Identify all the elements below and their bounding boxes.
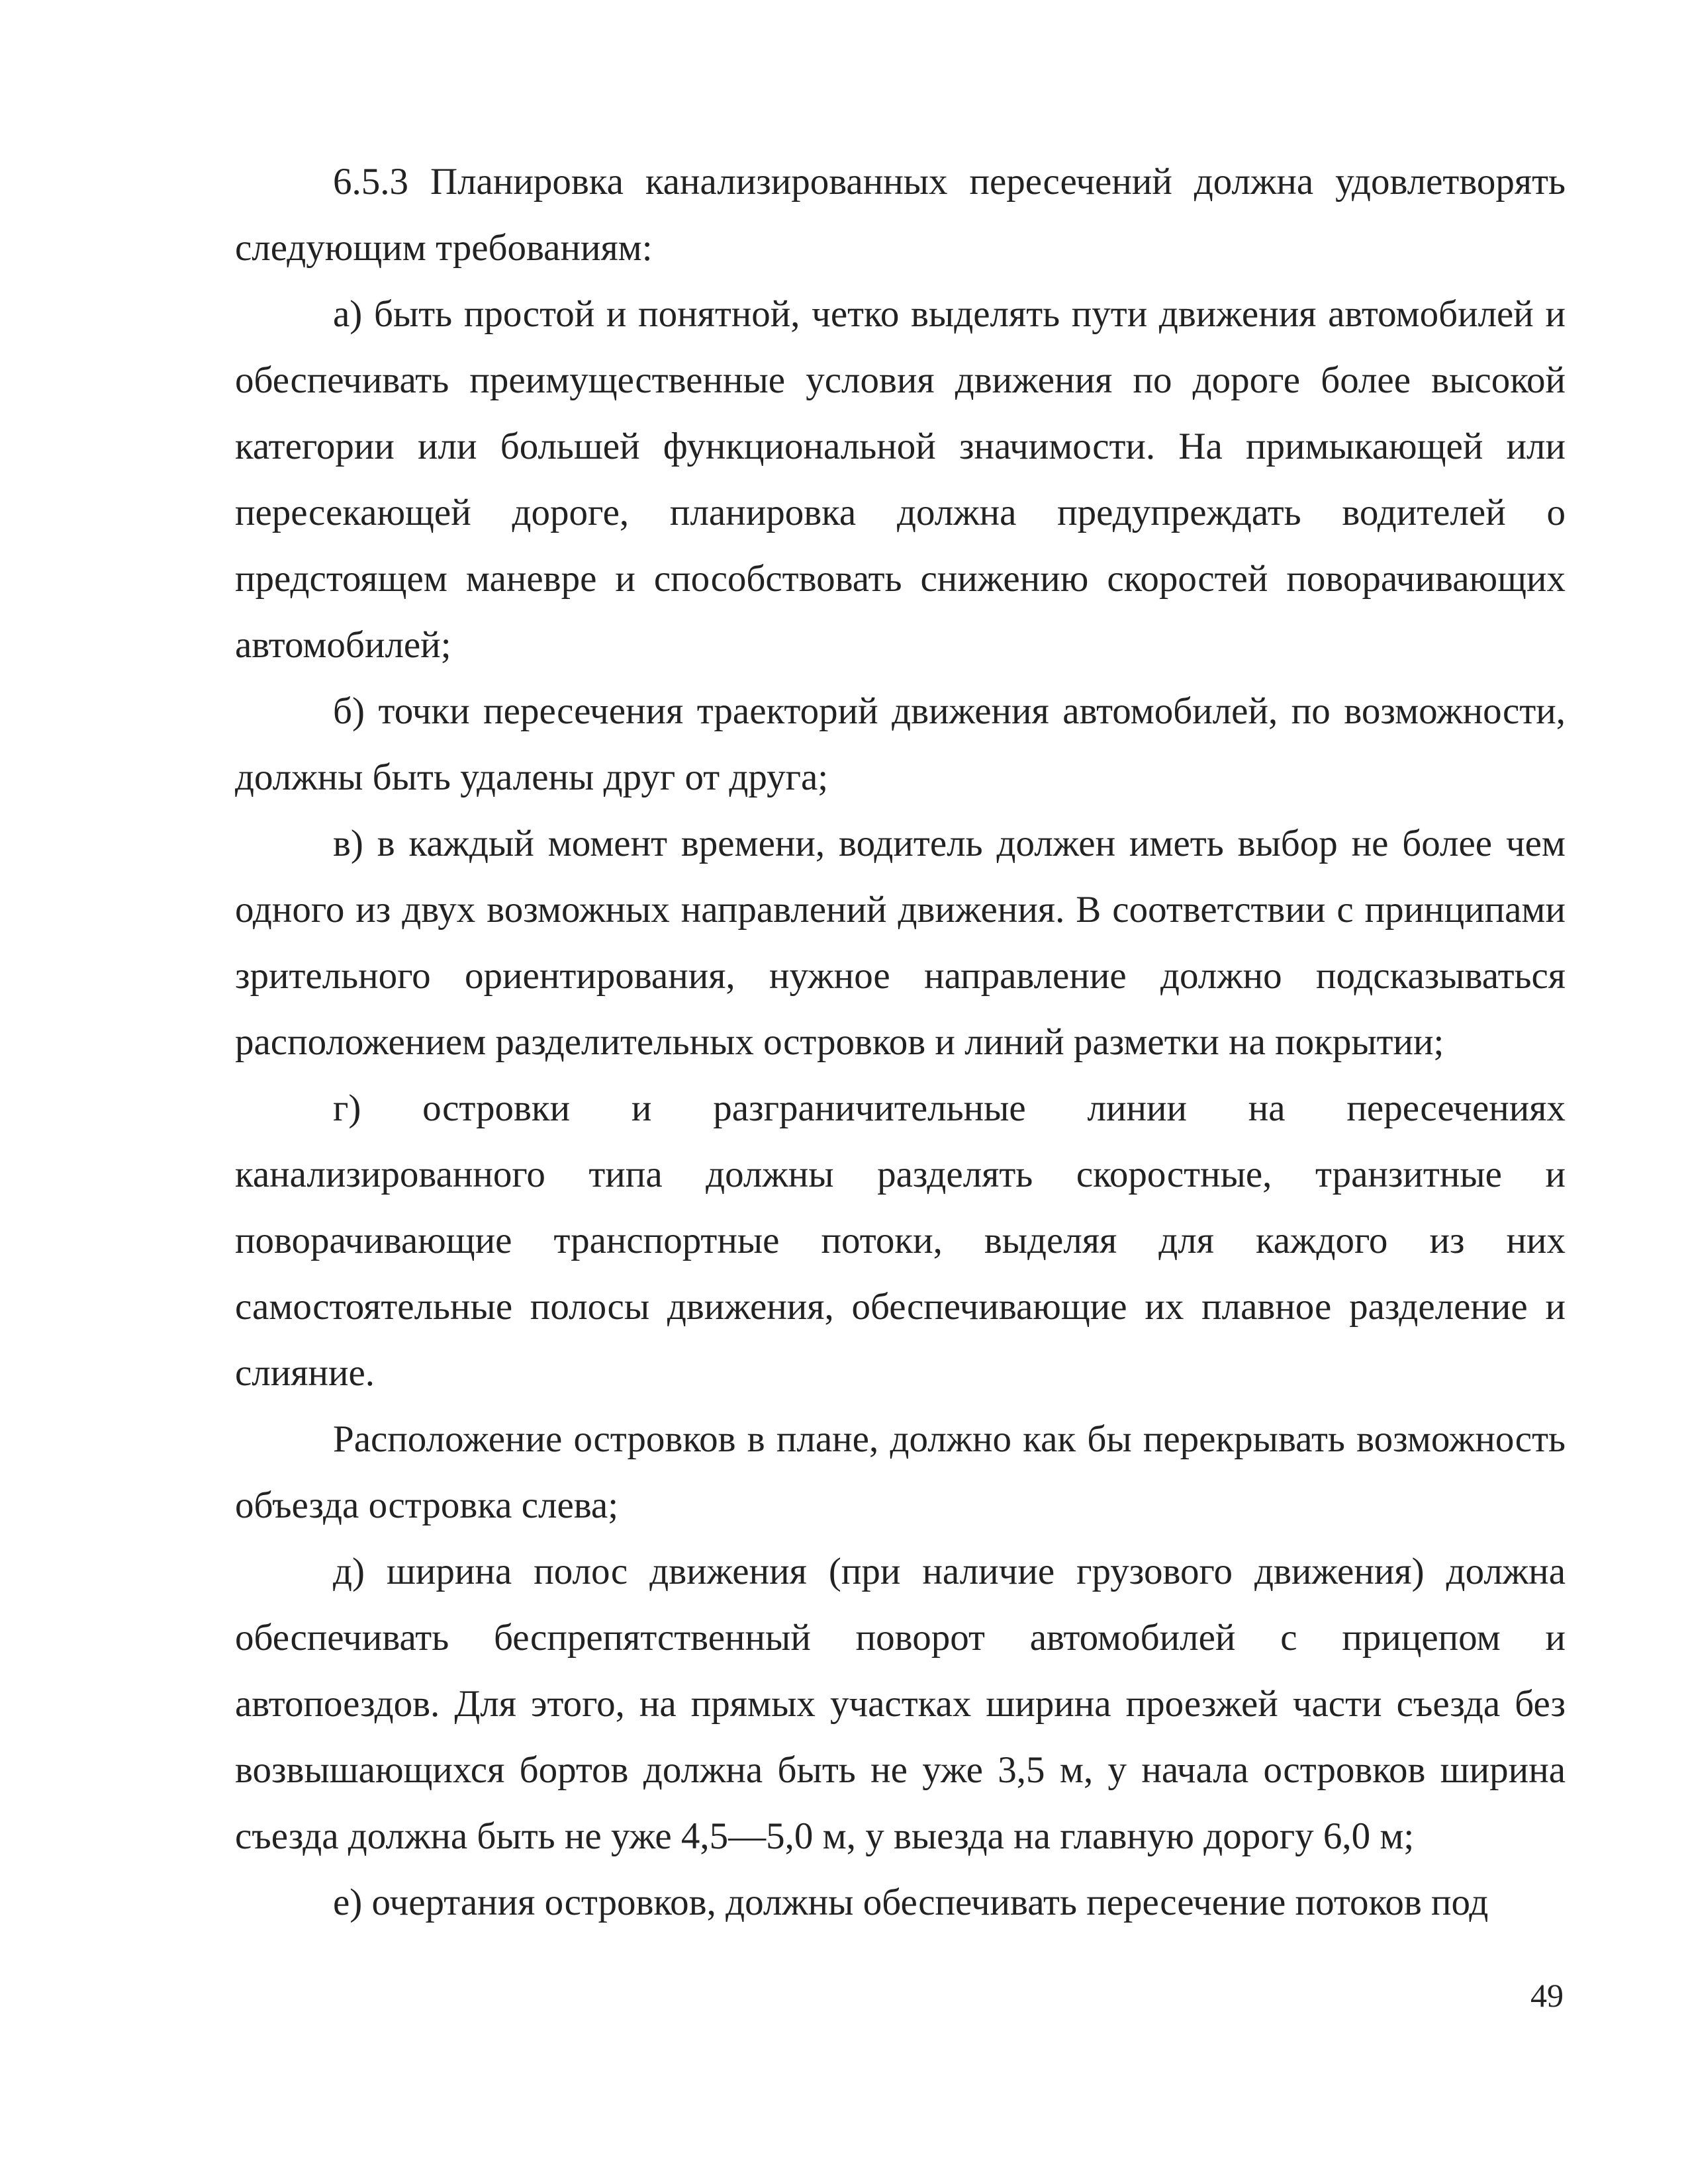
- document-body: [235, 149, 1566, 1936]
- paragraph-item-d: д) ширина полос движения (при наличие грузового движения) должна обеспечивать беспрепятственный поворот автомобилей с прицепом и автопоездов. Для этого, на прямых участках ширина проезжей части съезда без возвышающихся бортов должна быть не уже 3,5 м, у начала островков ширина съезда должна быть не уже 4,5—5,0 м, у выезда на главную дорогу 6,0 м;: [235, 1551, 1566, 1857]
- paragraph-item-a: а) быть простой и понятной, четко выделять пути движения автомобилей и обеспечивать преимущественные условия движения по дороге более высокой категории или большей функциональной значимости. На примыкающей или пересекающей дороге, планировка должна предупреждать водителей о предстоящем маневре и способствовать снижению скоростей поворачивающих автомобилей;: [235, 293, 1566, 666]
- page-number: 49: [1530, 1977, 1564, 2014]
- paragraph-item-v: в) в каждый момент времени, водитель должен иметь выбор не более чем одного из двух возможных направлений движения. В соответствии с принципами зрительного ориентирования, нужное направление должно подсказываться расположением разделительных островков и линий разметки на покрытии;: [235, 823, 1566, 1063]
- paragraph-6-5-3-intro: 6.5.3 Планировка канализированных пересечений должна удовлетворять следующим требованиям:: [235, 161, 1566, 269]
- paragraph-item-e: е) очертания островков, должны обеспечивать пересечение потоков под: [333, 1882, 1489, 1923]
- paragraph-islands-layout: Расположение островков в плане, должно как бы перекрывать возможность объезда островка слева;: [235, 1418, 1566, 1526]
- paragraph-item-g: г) островки и разграничительные линии на пересечениях канализированного типа должны разделять скоростные, транзитные и поворачивающие транспортные потоки, выделяя для каждого из них самостоятельные полосы движения, обеспечивающие их плавное разделение и слияние.: [235, 1087, 1566, 1394]
- paragraph-item-b: б) точки пересечения траекторий движения автомобилей, по возможности, должны быть удалены друг от друга;: [235, 690, 1566, 798]
